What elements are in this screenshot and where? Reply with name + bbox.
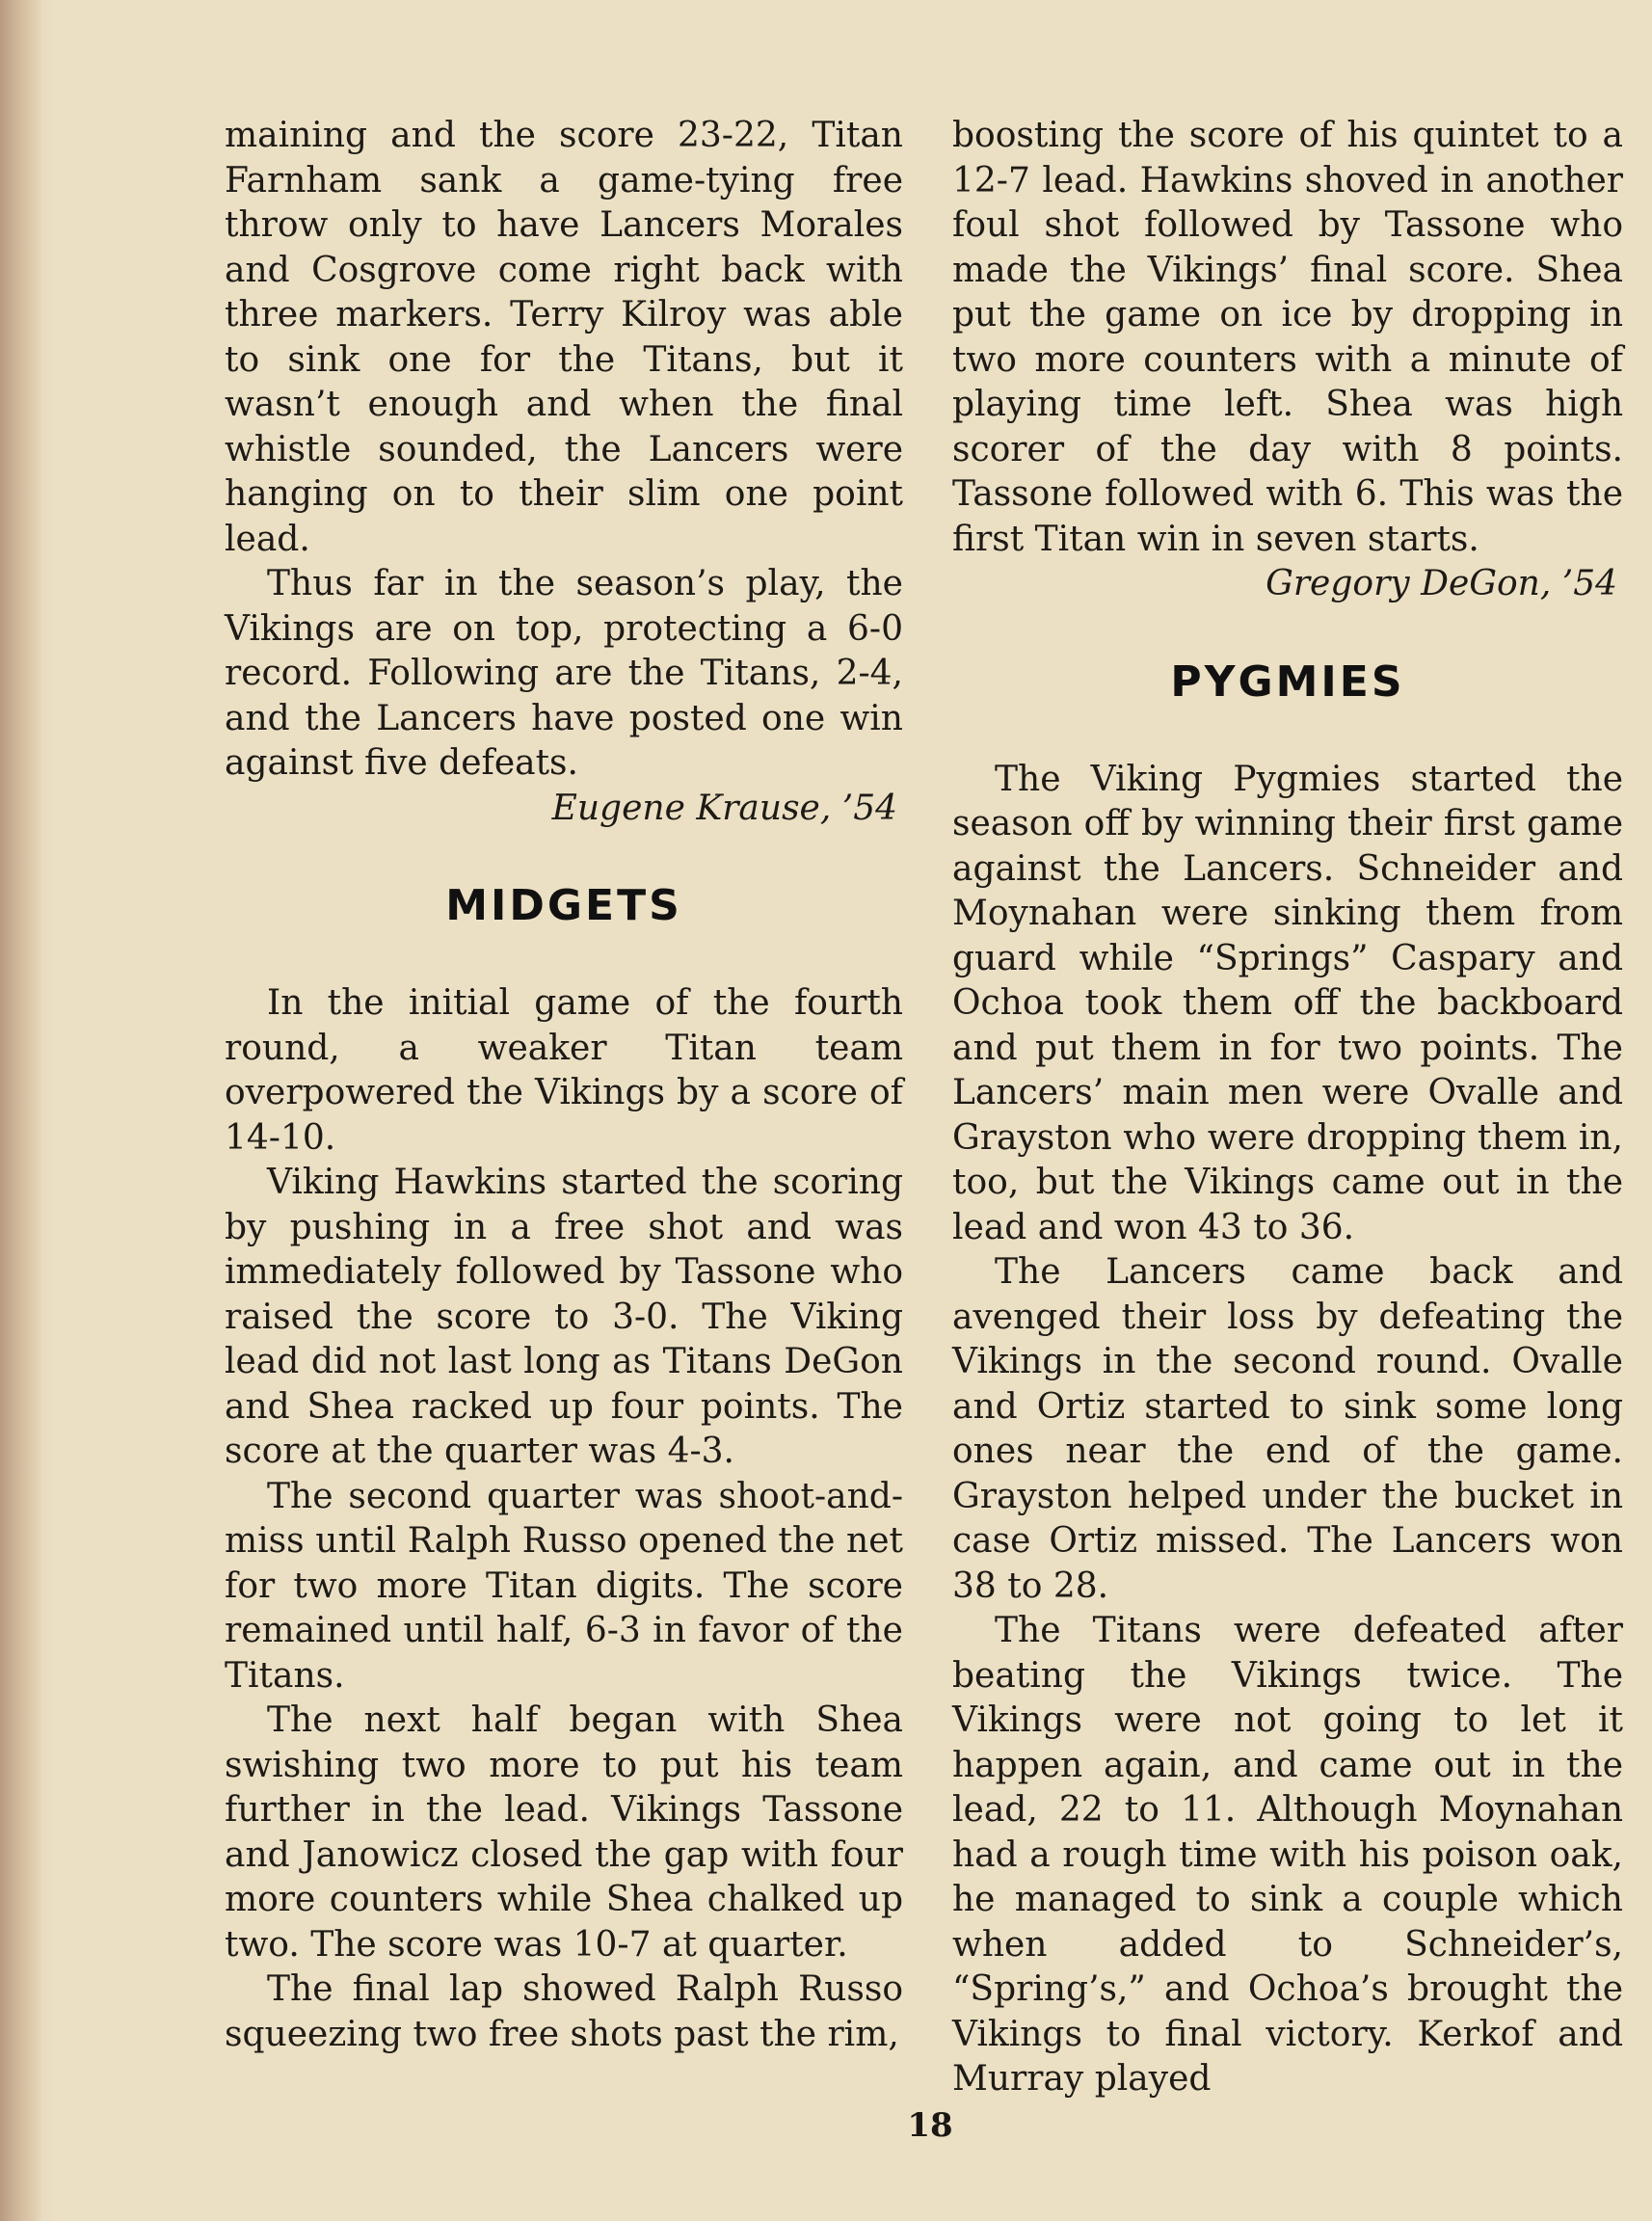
article-paragraph: The second quarter was shoot-and-miss until Ralph Russo opened the net for two more Titan digits. The score remained until half, 6-3 in favor of the Titans.	[225, 1476, 903, 1696]
article-paragraph: maining and the score 23-22, Titan Farnham sank a game-tying free throw only to have Lancers Morales and Cosgrove come right back with three markers. Terry Kilroy was able to sink one for the Titans, but it wasn’t enough and when the final whistle sounded, the Lancers were hanging on to their slim one point lead.	[225, 116, 903, 559]
section-heading-pygmies: PYGMIES	[1170, 656, 1405, 707]
page-number: 18	[907, 2106, 953, 2145]
author-byline: Eugene Krause, ’54	[551, 788, 897, 828]
right-column	[952, 114, 1623, 2102]
binding-shadow	[0, 0, 42, 2221]
article-paragraph: Viking Hawkins started the scoring by pushing in a free shot and was immediately followed by Tassone who raised the score to 3-0. The Viking lead did not last long as Titans DeGon and Shea racked up four points. The score at the quarter was 4-3.	[225, 1163, 903, 1471]
article-paragraph: In the initial game of the fourth round, a weaker Titan team overpowered the Vikings by a score of 14-10.	[225, 983, 903, 1158]
article-paragraph: boosting the score of his quintet to a 12-7 lead. Hawkins shoved in another foul shot followed by Tassone who made the Vikings’ final score. Shea put the game on ice by dropping in two more counters with a minute of playing time left. Shea was high scorer of the day with 8 points. Tassone followed with 6. This was the first Titan win in seven starts.	[952, 116, 1623, 559]
article-paragraph: The next half began with Shea swishing two more to put his team further in the lead. Vikings Tassone and Janowicz closed the gap with four more counters while Shea chalked up two. The score was 10-7 at quarter.	[225, 1700, 903, 1965]
left-column	[225, 114, 903, 2057]
article-paragraph: The Titans were defeated after beating the Vikings twice. The Vikings were not going to let it happen again, and came out in the lead, 22 to 11. Although Moynahan had a rough time with his poison oak, he managed to sink a couple which when added to Schneider’s, “Spring’s,” and Ochoa’s brought the Vikings to final victory. Kerkof and Murray played	[952, 1611, 1623, 2099]
author-byline: Gregory DeGon, ’54	[1266, 564, 1617, 603]
section-heading-midgets: MIDGETS	[445, 881, 682, 930]
article-paragraph: The Lancers came back and avenged their loss by defeating the Vikings in the second round. Ovalle and Ortiz started to sink some long ones near the end of the game. Grayston helped under the bucket in case Ortiz missed. The Lancers won 38 to 28.	[952, 1252, 1623, 1606]
article-paragraph: The final lap showed Ralph Russo squeezing two free shots past the rim,	[225, 1969, 903, 2054]
article-paragraph: The Viking Pygmies started the season off by winning their first game against the Lancers. Schneider and Moynahan were sinking them from guard while “Springs” Caspary and Ochoa took them off the backboard and put them in for two points. The Lancers’ main men were Ovalle and Grayston who were dropping them in, too, but the Vikings came out in the lead and won 43 to 36.	[952, 759, 1623, 1247]
article-paragraph: Thus far in the season’s play, the Vikings are on top, protecting a 6-0 record. Following are the Titans, 2-4, and the Lancers have posted one win against five defeats.	[225, 564, 903, 783]
